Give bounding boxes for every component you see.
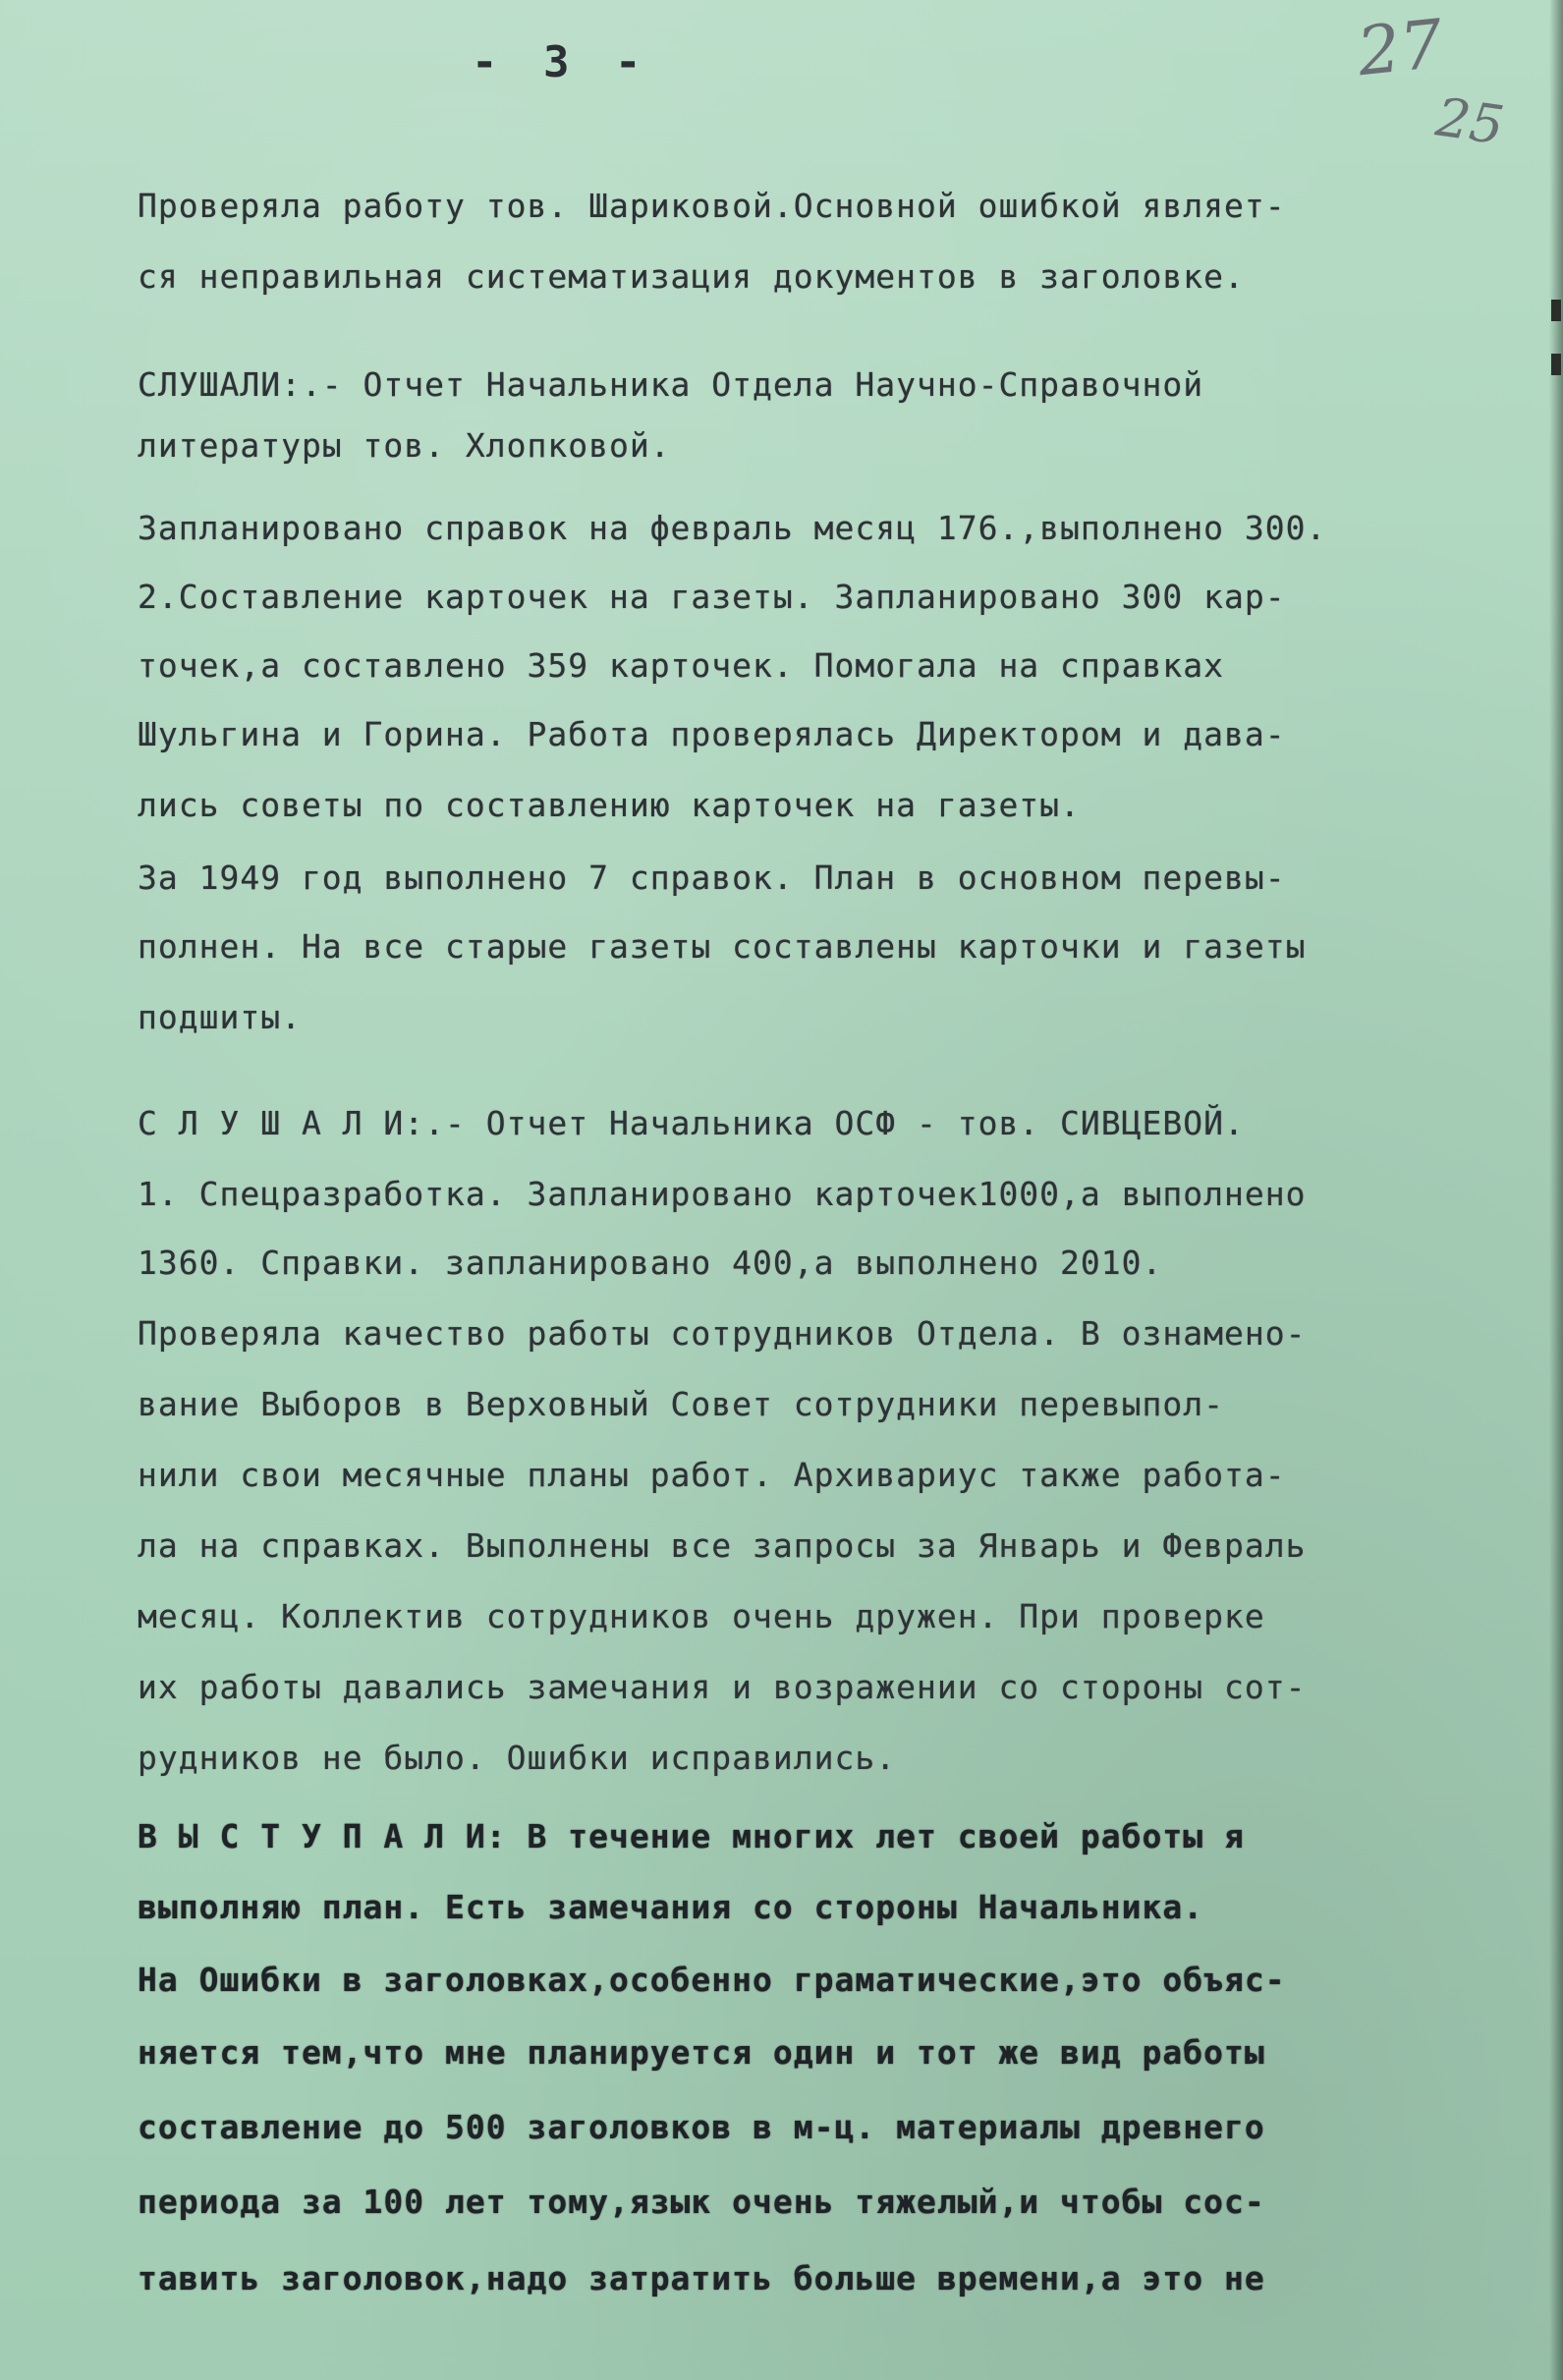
text-line: ла на справках. Выполнены все запросы за Январь и Февраль <box>138 1526 1307 1565</box>
section-heading: С Л У Ш А Л И:.- Отчет Начальника ОСФ - тов. СИВЦЕВОЙ. <box>138 1104 1245 1142</box>
text-line: точек,а составлено 359 карточек. Помогала на справках <box>138 646 1224 685</box>
document-body <box>138 0 1513 2297</box>
text-line: выполняю план. Есть замечания со стороны Начальника. <box>138 1888 1204 1926</box>
section-heading: В Ы С Т У П А Л И: В течение многих лет своей работы я <box>138 1817 1245 1855</box>
text-line: 1. Спецразработка. Запланировано карточек1000,а выполнено <box>138 1175 1307 1213</box>
text-line: их работы давались замечания и возражении со стороны сот- <box>138 1668 1307 1706</box>
section-heading: СЛУШАЛИ:.- Отчет Начальника Отдела Научно-Справочной <box>138 365 1204 404</box>
text-line: 1360. Справки. запланировано 400,а выполнено 2010. <box>138 1244 1163 1282</box>
text-line: периода за 100 лет тому,язык очень тяжелый,и чтобы сос- <box>138 2183 1265 2221</box>
text-line: вание Выборов в Верховный Совет сотрудники перевыпол- <box>138 1385 1224 1423</box>
text-line: литературы тов. Хлопковой. <box>138 426 671 465</box>
text-line: ся неправильная систематизация документов в заголовке. <box>138 257 1245 296</box>
text-line: месяц. Коллектив сотрудников очень дружен. При проверке <box>138 1597 1265 1635</box>
binding-mark <box>1551 300 1561 321</box>
text-line: Шульгина и Горина. Работа проверялась Директором и дава- <box>138 715 1286 753</box>
text-line: За 1949 год выполнено 7 справок. План в основном перевы- <box>138 858 1286 897</box>
text-line: рудников не было. Ошибки исправились. <box>138 1739 897 1777</box>
text-line: На Ошибки в заголовках,особенно граматические,это объяс- <box>138 1961 1286 1999</box>
text-line: полнен. На все старые газеты составлены карточки и газеты <box>138 927 1307 966</box>
text-line: 2.Составление карточек на газеты. Запланировано 300 кар- <box>138 578 1286 616</box>
handwritten-folio-number: 27 <box>1354 5 1447 92</box>
text-line: составление до 500 заголовков в м-ц. материалы древнего <box>138 2108 1265 2146</box>
text-line: подшиты. <box>138 998 302 1036</box>
text-line: Проверяла работу тов. Шариковой.Основной ошибкой являет- <box>138 187 1286 225</box>
text-line: няется тем,что мне планируется один и тот же вид работы <box>138 2033 1265 2072</box>
text-line: Запланировано справок на февраль месяц 176.,выполнено 300. <box>138 509 1327 547</box>
page-number: - 3 - <box>472 37 651 87</box>
text-line: тавить заголовок,надо затратить больше времени,а это не <box>138 2259 1265 2297</box>
text-line: лись советы по составлению карточек на газеты. <box>138 786 1081 824</box>
handwritten-folio-number-secondary: 25 <box>1431 85 1508 157</box>
binding-mark <box>1551 354 1561 375</box>
text-line: Проверяла качество работы сотрудников Отдела. В ознамено- <box>138 1314 1307 1353</box>
text-line: нили свои месячные планы работ. Архивариус также работа- <box>138 1456 1286 1494</box>
